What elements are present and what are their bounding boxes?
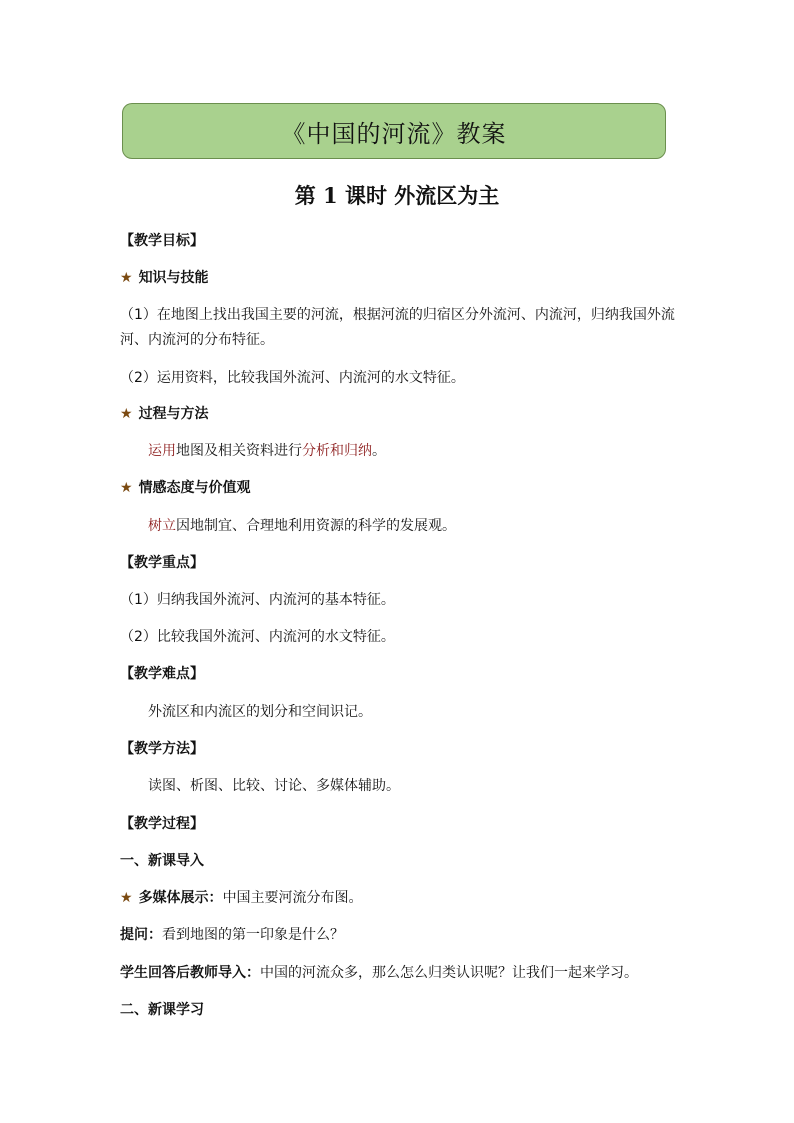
process-text-highlight: 运用 (148, 443, 176, 459)
title-banner (122, 103, 666, 159)
star-icon: ★ (120, 270, 133, 286)
knowledge-heading-row (120, 268, 209, 288)
process-text-highlight: 分析和归纳 (302, 443, 372, 459)
process-text-body: 地图及相关资料进行 (176, 443, 302, 459)
procedure-heading: 【教学过程】 (120, 816, 204, 832)
media-row (120, 888, 363, 908)
step1-heading: 一、新课导入 (120, 853, 204, 869)
process-heading: 过程与方法 (138, 406, 209, 422)
emotion-text-body: 因地制宜、合理地利用资源的科学的发展观。 (176, 518, 456, 534)
knowledge-item1-line2: 河、内流河的分布特征。 (120, 332, 274, 348)
question-label: 提问： (120, 927, 162, 943)
question-text: 看到地图的第一印象是什么？ (162, 927, 344, 943)
process-heading-row (120, 404, 209, 424)
media-text: 中国主要河流分布图。 (222, 890, 363, 906)
knowledge-item2: （2）运用资料，比较我国外流河、内流河的水文特征。 (120, 370, 465, 386)
emotion-text (148, 516, 456, 536)
key-point-item1: （1）归纳我国外流河、内流河的基本特征。 (120, 592, 395, 608)
emotion-heading-row (120, 478, 251, 498)
method-text: 读图、析图、比较、讨论、多媒体辅助。 (148, 778, 400, 794)
lesson-subtitle: 第 1 课时 外流区为主 (294, 183, 500, 208)
knowledge-item1-line1: （1）在地图上找出我国主要的河流，根据河流的归宿区分外流河、内流河，归纳我国外流 (120, 307, 675, 323)
question-row (120, 925, 344, 945)
key-point-item2: （2）比较我国外流河、内流河的水文特征。 (120, 629, 395, 645)
step2-heading: 二、新课学习 (120, 1002, 204, 1018)
emotion-heading: 情感态度与价值观 (138, 480, 251, 496)
answer-text: 中国的河流众多，那么怎么归类认识呢？让我们一起来学习。 (260, 965, 638, 981)
star-icon: ★ (120, 406, 133, 422)
answer-row (120, 963, 638, 983)
star-icon: ★ (120, 480, 133, 496)
process-text-end: 。 (372, 443, 386, 459)
star-icon: ★ (120, 890, 133, 906)
method-heading: 【教学方法】 (120, 741, 204, 757)
knowledge-heading: 知识与技能 (138, 270, 209, 286)
key-points-heading: 【教学重点】 (120, 555, 204, 571)
media-label: 多媒体展示： (138, 890, 223, 906)
difficult-points-text: 外流区和内流区的划分和空间识记。 (148, 704, 372, 720)
answer-label: 学生回答后教师导入： (120, 965, 260, 981)
document-title: 《中国的河流》教案 (281, 119, 507, 148)
process-text (148, 441, 386, 461)
emotion-text-highlight: 树立 (148, 518, 176, 534)
difficult-points-heading: 【教学难点】 (120, 666, 204, 682)
objectives-heading: 【教学目标】 (120, 233, 204, 249)
